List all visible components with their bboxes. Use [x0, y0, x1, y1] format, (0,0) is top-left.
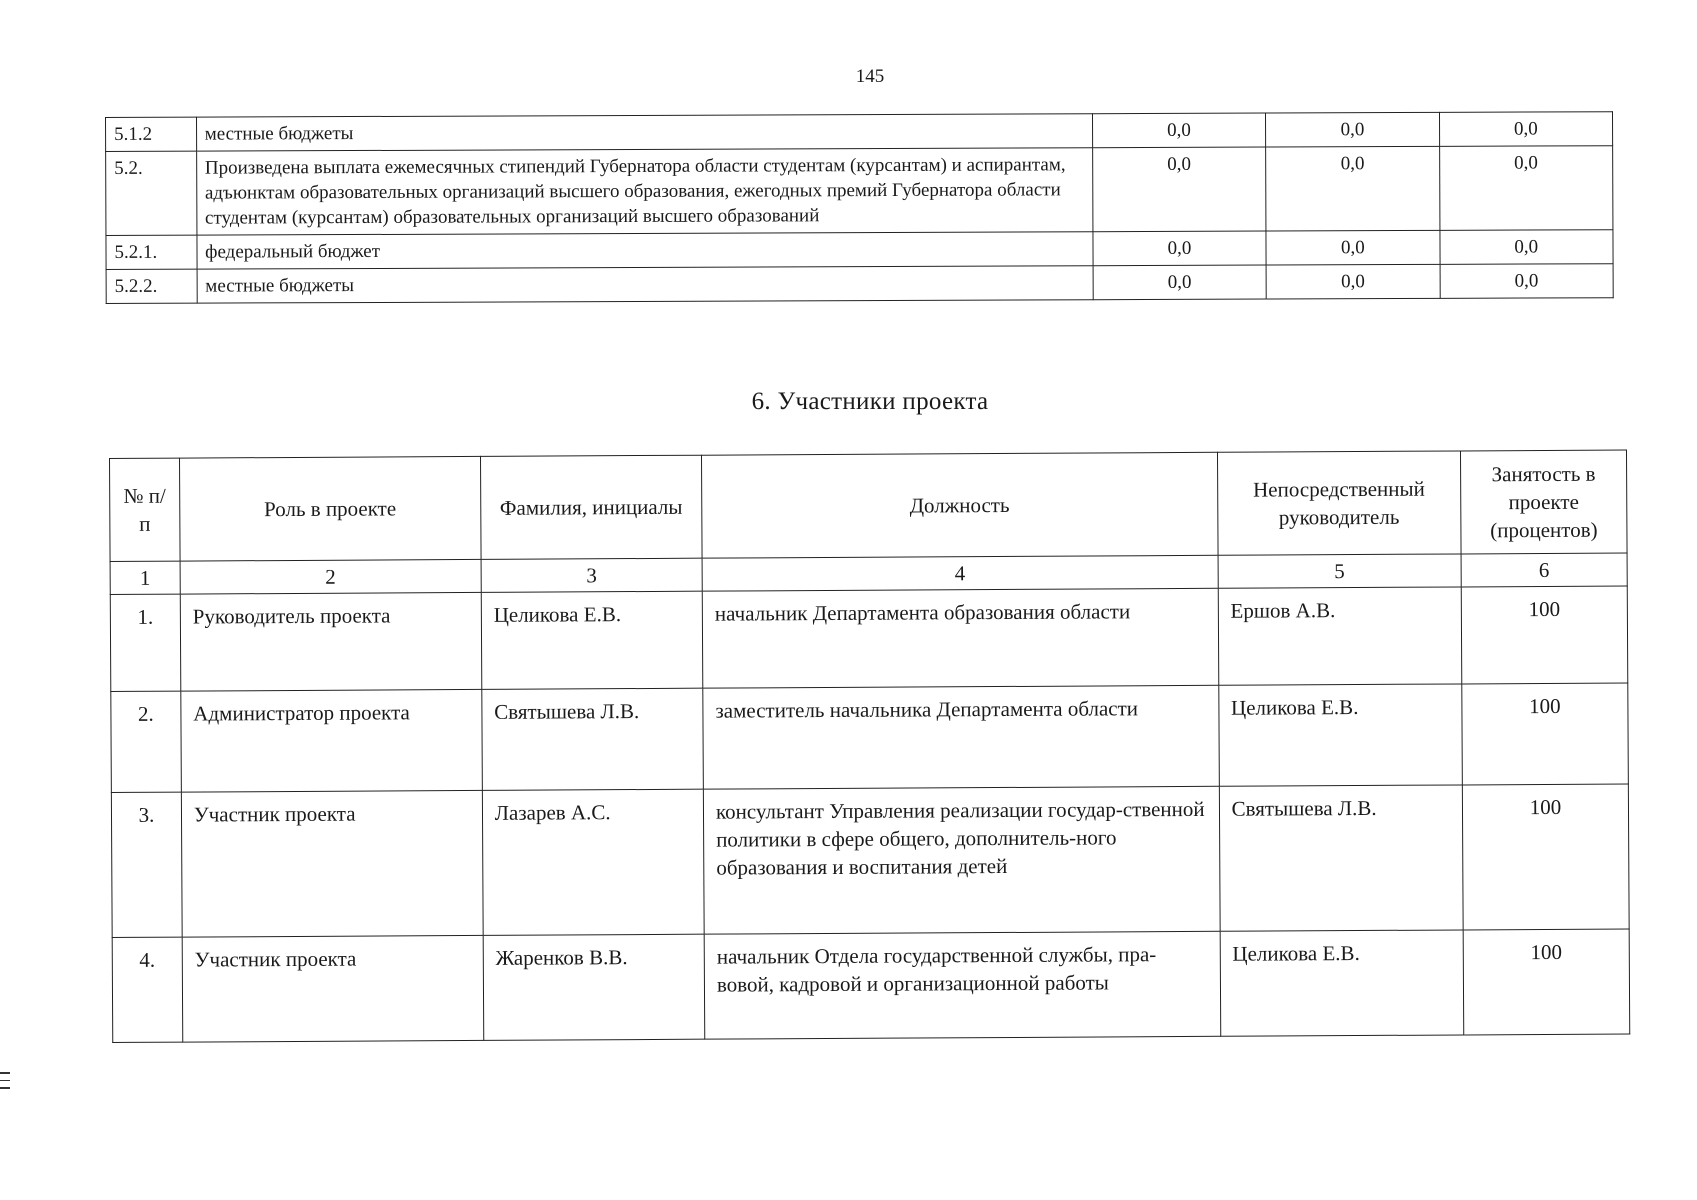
row-manager: Целикова Е.В. [1218, 684, 1462, 786]
finance-value: 0,0 [1440, 230, 1614, 265]
row-name: Целикова Е.В. [481, 591, 703, 689]
finance-code: 5.1.2 [106, 117, 197, 151]
finance-description: местные бюджеты [196, 114, 1092, 151]
row-num: 2. [111, 691, 181, 792]
column-number: 1 [110, 561, 180, 594]
finance-row [106, 112, 1613, 152]
row-num: 4. [112, 937, 182, 1042]
finance-value: 0,0 [1093, 265, 1267, 300]
finance-row [106, 146, 1613, 236]
row-load: 100 [1463, 929, 1630, 1035]
row-role: Руководитель проекта [180, 592, 481, 691]
finance-value: 0,0 [1266, 146, 1440, 231]
finance-code: 5.2.1. [106, 235, 197, 269]
row-num: 1. [110, 594, 180, 691]
row-load: 100 [1462, 784, 1629, 930]
row-load: 100 [1461, 586, 1628, 684]
row-manager: Ершов А.В. [1218, 587, 1462, 685]
finance-value: 0,0 [1092, 113, 1266, 148]
finance-description: местные бюджеты [197, 266, 1093, 303]
row-name: Святышева Л.В. [482, 688, 704, 790]
header-position: Должность [702, 452, 1218, 558]
table-row [111, 784, 1629, 937]
participants-table [109, 450, 1630, 1043]
finance-value: 0,0 [1266, 264, 1440, 299]
finance-description: Произведена выплата ежемесячных стипендий Губернатора области студентам (курсантам) и аспирантам, адъюнктам образовательных организаций высшего образования, ежегодных премий Губернатора области студентам (курсантам) образовательных организаций высшего образований [196, 148, 1092, 235]
finance-value: 0,0 [1266, 230, 1440, 265]
table-row [110, 586, 1628, 691]
column-number: 6 [1461, 553, 1627, 587]
header-num: № п/п [110, 458, 180, 561]
finance-row [106, 264, 1613, 304]
page-number: 145 [855, 66, 885, 87]
row-position: консультант Управления реализации государ-ственной политики в сфере общего, дополнитель-ного образования и воспитания детей [703, 786, 1219, 934]
scan-margin-mark [0, 1072, 10, 1100]
header-role: Роль в проекте [179, 456, 481, 561]
finance-value: 0,0 [1439, 146, 1613, 231]
finance-table [105, 111, 1614, 304]
row-role: Участник проекта [181, 790, 483, 937]
row-role: Участник проекта [182, 935, 484, 1042]
finance-value: 0,0 [1439, 112, 1613, 147]
row-name: Лазарев А.С. [482, 789, 704, 935]
finance-code: 5.2.2. [106, 269, 197, 303]
row-manager: Святышева Л.В. [1219, 785, 1463, 931]
row-name: Жаренков В.В. [483, 934, 705, 1040]
column-number: 2 [180, 559, 481, 594]
finance-value: 0,0 [1266, 112, 1440, 147]
row-manager: Целикова Е.В. [1220, 930, 1464, 1036]
header-row [110, 450, 1628, 561]
column-number: 4 [702, 555, 1218, 591]
table-row [111, 683, 1629, 792]
finance-code: 5.2. [106, 151, 197, 235]
header-manager: Непосредственный руководитель [1217, 451, 1461, 555]
header-name: Фамилия, инициалы [480, 455, 702, 559]
finance-row [106, 230, 1613, 270]
finance-description: федеральный бюджет [197, 232, 1093, 269]
row-num: 3. [111, 792, 182, 937]
finance-value: 0,0 [1092, 147, 1266, 232]
row-position: начальник Департамента образования области [702, 588, 1218, 688]
header-load: Занятость в проекте (процентов) [1460, 450, 1627, 554]
row-position: заместитель начальника Департамента области [703, 685, 1219, 789]
row-load: 100 [1462, 683, 1629, 785]
finance-value: 0,0 [1440, 264, 1614, 299]
row-role: Администратор проекта [181, 689, 482, 792]
row-position: начальник Отдела государственной службы, пра-вовой, кадровой и организационной работы [704, 931, 1220, 1039]
table-row [112, 929, 1630, 1042]
finance-value: 0,0 [1093, 231, 1267, 266]
column-number: 3 [481, 558, 702, 592]
column-number: 5 [1218, 554, 1462, 588]
section-title: 6. Участники проекта [751, 388, 989, 415]
